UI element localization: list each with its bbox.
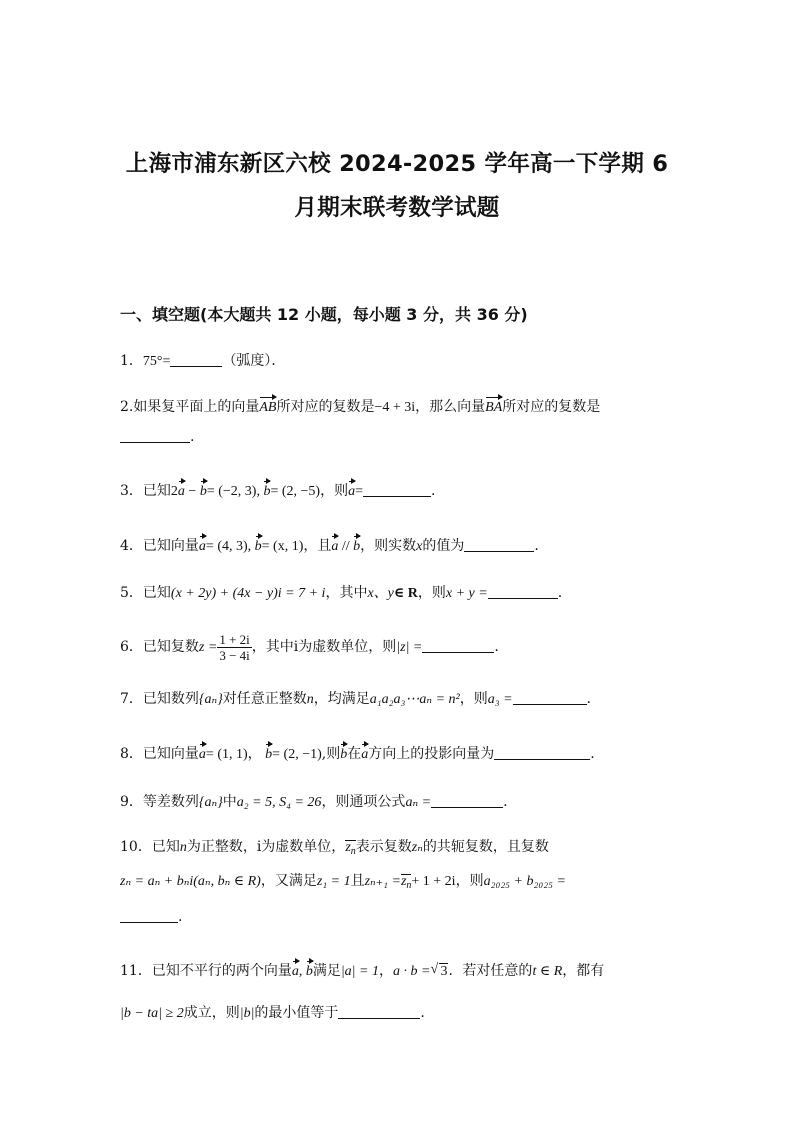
question-11: 11．已知不平行的两个向量a, b满足|a| = 1，a · b =√ 3．若对任意的t ∈ R，都有: [120, 962, 604, 981]
math-expr: = (4, 3): [205, 539, 248, 554]
question-text: 的值为: [422, 538, 465, 554]
answer-blank[interactable]: [431, 793, 503, 808]
question-text: ，其中i为虚数单位，则: [251, 639, 397, 655]
vector-a: a: [198, 747, 206, 762]
conjugate-zn: $z_n$: [400, 874, 412, 891]
question-number: 10．: [120, 839, 152, 855]
math-expr: |z| =: [396, 640, 423, 655]
vector-b: b: [263, 484, 271, 499]
question-text: 的最小值等于: [254, 1005, 339, 1021]
sqrt-expr: √ 3: [430, 963, 448, 981]
conjugate-zn: $z_n$: [345, 840, 356, 857]
math-expr: z =: [198, 640, 218, 655]
math-expr: (x + 2y) + (4x − y)i = 7 + i: [170, 586, 326, 601]
document-title: [100, 142, 694, 230]
title-line-1: 上海市浦东新区六校 2024-2025 学年高一下学期 6: [125, 151, 669, 177]
question-text: 成立，则: [183, 1005, 240, 1021]
vector-a: a: [331, 539, 339, 554]
math-expr: {aₙ}: [198, 692, 223, 707]
question-10-line-2: [120, 872, 566, 893]
punctuation: .: [190, 429, 195, 445]
var-n: n: [179, 840, 187, 855]
math-expr: = (−2, 3): [206, 484, 257, 499]
punctuation: .: [503, 794, 508, 810]
question-text: 等差数列: [142, 794, 199, 810]
punctuation: .: [420, 1005, 425, 1021]
math-expr: z₁ = 1: [316, 874, 351, 889]
question-number: 11．: [120, 963, 152, 979]
answer-blank[interactable]: [120, 908, 178, 923]
math-expr: = (1, 1): [205, 747, 248, 762]
question-text: 中: [222, 794, 237, 810]
question-number: 7．: [120, 691, 143, 707]
question-number: 8．: [120, 746, 143, 762]
var-x: x: [416, 539, 423, 554]
question-text: 已知: [151, 839, 180, 855]
question-text: 已知数列: [142, 691, 199, 707]
math-expr: zₙ: [411, 840, 423, 855]
punctuation: .: [534, 538, 539, 554]
punctuation: .: [494, 639, 499, 655]
question-text: 所对应的复数是: [502, 399, 601, 415]
math-expr: zₙ = aₙ + bₙi(aₙ, bₙ ∈ R): [120, 874, 261, 889]
question-10-line-3: [120, 908, 182, 926]
question-text: 满足: [312, 963, 341, 979]
question-text: 已知不平行的两个向量: [151, 963, 292, 979]
question-text: 在: [347, 746, 362, 762]
question-text: 如果复平面上的向量: [133, 399, 260, 415]
question-text: 已知向量: [142, 746, 199, 762]
answer-blank[interactable]: [363, 482, 431, 497]
answer-blank[interactable]: [170, 352, 222, 367]
math-expr: |a| = 1: [340, 964, 379, 979]
math-expr: a₂ = 5, S₄ = 26: [236, 795, 322, 810]
question-text: 已知复数: [142, 639, 199, 655]
punctuation: .: [590, 746, 595, 762]
math-expr: = (x, 1): [261, 539, 304, 554]
question-text: 为正整数，i为虚数单位，: [186, 839, 346, 855]
vector-b: b: [353, 539, 361, 554]
question-text: ，且: [303, 538, 332, 554]
math-expr: aₙ =: [405, 795, 432, 810]
question-text: ,则: [321, 746, 341, 762]
answer-blank[interactable]: [494, 745, 590, 760]
question-11-line-2: [120, 1004, 425, 1023]
question-text: 已知向量: [142, 538, 199, 554]
vector-a: a: [177, 484, 185, 499]
question-number: 1．: [120, 353, 143, 369]
question-4: 4．已知向量a= (4, 3), b= (x, 1)，且a // b，则实数x的值为 .: [120, 538, 539, 554]
math-expr: x + y =: [445, 586, 488, 601]
question-number: 3．: [120, 483, 143, 499]
vector-ab: AB: [259, 400, 277, 415]
question-2-line-2: [120, 428, 194, 446]
question-number: 4．: [120, 538, 143, 554]
question-8: 8．已知向量a= (1, 1)， b= (2, −1),则b在a方向上的投影向量为 .: [120, 746, 595, 762]
question-text: ，那么向量: [415, 399, 486, 415]
question-number: 5．: [120, 585, 143, 601]
question-text: ，则: [459, 691, 488, 707]
question-text: ，: [378, 963, 393, 979]
vector-b: b: [305, 964, 313, 979]
section-heading: 一、填空题(本大题共 12 小题，每小题 3 分，共 36 分): [120, 305, 528, 324]
math-expr: −4 + 3i: [374, 400, 416, 415]
punctuation: .: [430, 483, 436, 499]
punctuation: .: [178, 909, 183, 925]
question-text: 且: [350, 873, 365, 889]
question-text: 的共轭复数，且复数: [422, 839, 549, 855]
math-expr: zₙ₊₁ =: [364, 874, 401, 889]
math-expr: + 1 + 2i: [411, 874, 456, 889]
answer-blank[interactable]: [120, 428, 190, 443]
question-text: 对任意正整数: [222, 691, 307, 707]
question-5: [120, 584, 562, 603]
math-expr: =: [162, 354, 171, 369]
question-7: [120, 690, 591, 709]
vector-a: a: [348, 484, 356, 499]
question-3: 3．已知2a − b= (−2, 3), b= (2, −5)，则a= .: [120, 483, 436, 499]
answer-blank[interactable]: [488, 584, 558, 599]
question-text: ，则实数: [360, 538, 417, 554]
question-text: ，均满足: [313, 691, 370, 707]
question-1: [120, 352, 285, 371]
answer-blank[interactable]: [513, 690, 587, 705]
math-expr: |b|: [239, 1006, 255, 1021]
math-expr: x、y: [367, 586, 394, 601]
question-text: 所对应的复数是: [276, 399, 375, 415]
math-expr: = (2, −5): [270, 484, 321, 499]
question-number: 9．: [120, 794, 143, 810]
question-text: 方向上的投影向量为: [368, 746, 495, 762]
math-expr: a₁a₂a₃⋯aₙ = n²: [369, 692, 460, 707]
answer-blank[interactable]: [422, 638, 494, 653]
math-expr: {aₙ}: [198, 795, 223, 810]
question-10: [120, 838, 549, 859]
question-text: ，则通项公式: [321, 794, 406, 810]
math-expr: a₃ =: [487, 692, 513, 707]
math-expr: a₂₀₂₅ + b₂₀₂₅ =: [483, 874, 566, 889]
question-6: [120, 630, 499, 665]
question-text: 已知: [142, 483, 171, 499]
question-text: （弧度）．: [222, 353, 286, 369]
question-text: ，则: [320, 483, 349, 499]
question-text: ．若对任意的: [448, 963, 533, 979]
answer-blank[interactable]: [464, 537, 534, 552]
punctuation: .: [586, 691, 591, 707]
question-number: 6．: [120, 639, 143, 655]
question-number: 2.: [120, 399, 134, 415]
question-text: 已知: [142, 585, 171, 601]
var-n: n: [306, 692, 314, 707]
question-2: [120, 398, 600, 417]
fraction: $\frac{1 + 2i}{3 - 4i}$: [219, 631, 250, 663]
math-expr: |b − ta| ≥ 2: [120, 1006, 184, 1021]
question-text: ，则: [417, 585, 446, 601]
vector-ba: BA: [485, 400, 503, 415]
question-text: ，其中: [325, 585, 368, 601]
title-line-2: 月期末联考数学试题: [294, 195, 500, 221]
math-expr: 75°: [142, 354, 163, 369]
question-text: ，都有: [562, 963, 605, 979]
question-text: ，又满足: [260, 873, 317, 889]
math-expr: = (2, −1): [272, 747, 322, 762]
vector-b: b: [254, 539, 262, 554]
question-9: [120, 793, 508, 812]
question-text: ，则: [455, 873, 484, 889]
vector-a: a: [198, 539, 206, 554]
question-text: 表示复数: [355, 839, 412, 855]
vector-b: b: [199, 484, 207, 499]
math-expr: a · b =: [392, 964, 431, 979]
vector-b: b: [265, 747, 273, 762]
vector-a: a: [291, 964, 299, 979]
math-expr: =: [355, 484, 363, 499]
math-expr: ∈ R: [393, 586, 418, 601]
math-expr: t ∈ R: [532, 964, 563, 979]
vector-b: b: [340, 747, 348, 762]
math-expr: 2: [170, 484, 178, 499]
vector-a: a: [361, 747, 369, 762]
punctuation: .: [557, 585, 563, 601]
answer-blank[interactable]: [338, 1004, 420, 1019]
